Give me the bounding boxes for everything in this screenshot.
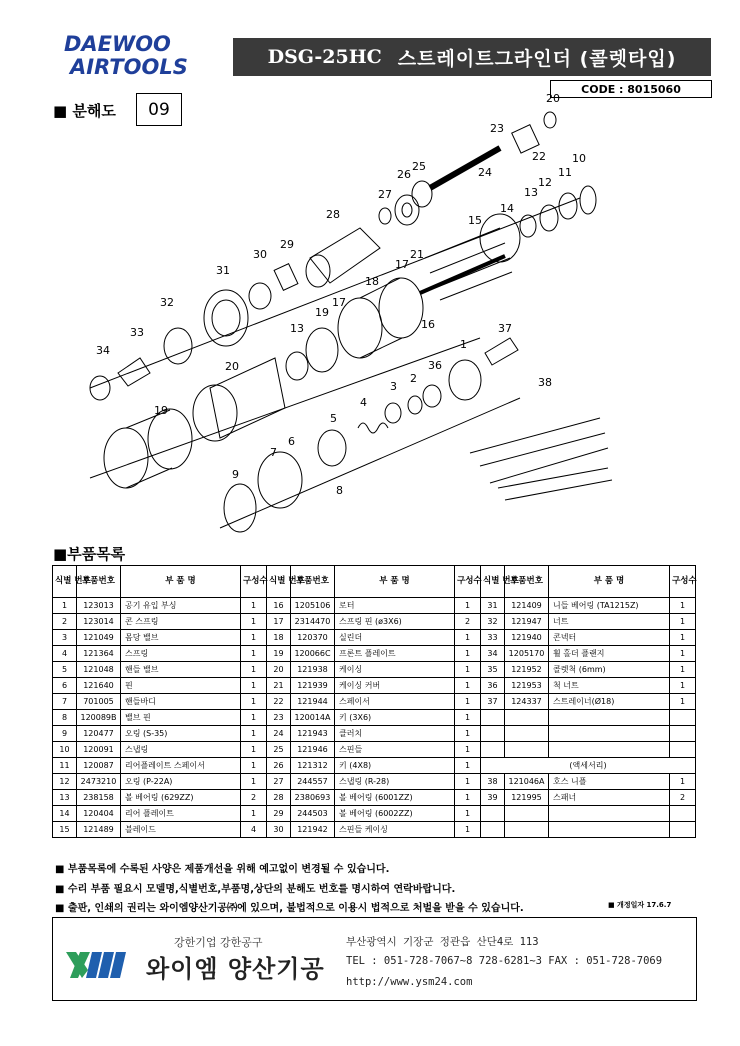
part-number: 120089B	[77, 710, 121, 726]
part-name: 스프링	[121, 646, 241, 662]
callout-36: 34	[96, 344, 110, 357]
part-name	[549, 822, 670, 838]
accessory-section-label: (액세서리)	[481, 758, 696, 774]
part-number: 244503	[291, 806, 335, 822]
part-qty: 1	[455, 630, 481, 646]
part-number: 124337	[505, 694, 549, 710]
part-qty	[670, 806, 696, 822]
part-id: 3	[53, 630, 77, 646]
callout-1: 1	[460, 338, 467, 351]
part-id: 34	[481, 646, 505, 662]
part-qty: 1	[670, 694, 696, 710]
table-row	[53, 758, 696, 774]
callout-13-upper: 13	[524, 186, 538, 199]
product-code: CODE : 8015060	[550, 80, 712, 98]
part-qty: 1	[670, 646, 696, 662]
part-id: 24	[267, 726, 291, 742]
col-qty-2: 구성수	[455, 566, 481, 598]
part-number: 121943	[291, 726, 335, 742]
part-qty: 2	[241, 790, 267, 806]
col-id-2: 식별 번호	[267, 566, 291, 598]
part-number	[505, 726, 549, 742]
table-row	[53, 790, 696, 806]
part-number	[505, 710, 549, 726]
part-id	[481, 710, 505, 726]
part-name: 스페이서	[335, 694, 455, 710]
ym-logo-icon	[66, 944, 136, 984]
part-id: 23	[267, 710, 291, 726]
part-name: 스냅링 (R-28)	[335, 774, 455, 790]
part-name	[549, 742, 670, 758]
callout-31: 29	[280, 238, 294, 251]
col-id-1: 식별 번호	[53, 566, 77, 598]
part-id	[481, 806, 505, 822]
part-name: 스냅링	[121, 742, 241, 758]
callout-15: 15	[468, 214, 482, 227]
part-name: 스트레이너(Ø18)	[549, 694, 670, 710]
part-name: 몸당 밸브	[121, 630, 241, 646]
product-name: 스트레이트그라인더 (콜렛타입)	[397, 47, 677, 70]
part-qty: 1	[241, 694, 267, 710]
part-number: 120087	[77, 758, 121, 774]
upper-axis-line	[90, 198, 580, 388]
callout-6: 6	[288, 435, 295, 448]
part-id: 39	[481, 790, 505, 806]
note-spec-change: ■ 부품목록에 수록된 사양은 제품개선을 위해 예고없이 변경될 수 있습니다.	[55, 864, 390, 875]
part-id: 15	[53, 822, 77, 838]
part-number: 120370	[291, 630, 335, 646]
part-number: 701005	[77, 694, 121, 710]
part-qty	[670, 822, 696, 838]
part-qty: 1	[455, 646, 481, 662]
part-name: 스핀들	[335, 742, 455, 758]
part-name: 볼 베어링 (629ZZ)	[121, 790, 241, 806]
table-row	[53, 806, 696, 822]
callout-25: 23	[490, 122, 504, 135]
part-id: 37	[481, 694, 505, 710]
part-number: 2314470	[291, 614, 335, 630]
part-name: 핸들 밸브	[121, 662, 241, 678]
part-id: 2	[53, 614, 77, 630]
callout-39: 38	[538, 376, 552, 389]
part-number: 2473210	[77, 774, 121, 790]
part-id: 13	[53, 790, 77, 806]
part-qty: 1	[670, 614, 696, 630]
col-partno-2: 부품번호	[291, 566, 335, 598]
part-id: 25	[267, 742, 291, 758]
part-qty: 1	[455, 822, 481, 838]
part-id: 18	[267, 630, 291, 646]
col-qty-1: 구성수	[241, 566, 267, 598]
part-name: 휠 홀더 플랜지	[549, 646, 670, 662]
exploded-view-number: 09	[136, 93, 182, 126]
part-number: 121312	[291, 758, 335, 774]
table-row	[53, 662, 696, 678]
part-name: 너트	[549, 614, 670, 630]
table-row	[53, 822, 696, 838]
part-qty: 1	[241, 742, 267, 758]
callout-3: 3	[390, 380, 397, 393]
callout-28: 26	[397, 168, 411, 181]
part-id: 31	[481, 598, 505, 614]
table-row	[53, 726, 696, 742]
part-number: 121640	[77, 678, 121, 694]
part-number: 120014A	[291, 710, 335, 726]
parts-table-header	[53, 566, 696, 598]
callout-24: 22	[532, 150, 546, 163]
part-id: 21	[267, 678, 291, 694]
part-name: 로터	[335, 598, 455, 614]
table-row	[53, 774, 696, 790]
part-id: 1	[53, 598, 77, 614]
part-number: 123014	[77, 614, 121, 630]
part-qty: 1	[455, 710, 481, 726]
part-id: 29	[267, 806, 291, 822]
col-name-3: 부 품 명	[549, 566, 670, 598]
callout-10: 10	[572, 152, 586, 165]
part-name: 리어플레이트 스페이서	[121, 758, 241, 774]
part-id: 10	[53, 742, 77, 758]
callout-8: 8	[336, 484, 343, 497]
col-partno-3: 부품번호	[505, 566, 549, 598]
callout-14: 14	[500, 202, 514, 215]
part-id: 30	[267, 822, 291, 838]
part-qty: 1	[670, 662, 696, 678]
footer-company-name: 와이엠 양산기공	[146, 955, 325, 983]
part-name: 니들 베어링 (TA1215Z)	[549, 598, 670, 614]
table-row	[53, 630, 696, 646]
table-row	[53, 646, 696, 662]
callout-35: 33	[130, 326, 144, 339]
part-qty: 1	[241, 630, 267, 646]
part-name: 스프링 핀 (ø3X6)	[335, 614, 455, 630]
footer-website[interactable]: http://www.ysm24.com	[346, 976, 473, 988]
part-number: 1205170	[505, 646, 549, 662]
part-id: 19	[267, 646, 291, 662]
table-row	[53, 710, 696, 726]
part-number: 121952	[505, 662, 549, 678]
model-name: DSG-25HC	[267, 46, 382, 68]
note-copyright: ■ 출판, 인쇄의 권리는 와이엠양산기공㈜에 있으며, 불법적으로 이용시 법적으로 처벌을 받을 수 있습니다.	[55, 903, 524, 914]
table-row	[53, 598, 696, 614]
part-name: 볼 베어링 (6001ZZ)	[335, 790, 455, 806]
part-id: 17	[267, 614, 291, 630]
callout-4: 4	[360, 396, 367, 409]
part-number: 121046A	[505, 774, 549, 790]
part-name: 스핀들 케이싱	[335, 822, 455, 838]
callout-23: 21	[410, 248, 424, 261]
part-qty: 1	[670, 598, 696, 614]
part-number: 121409	[505, 598, 549, 614]
part-name: 볼 베어링 (6002ZZ)	[335, 806, 455, 822]
part-id: 9	[53, 726, 77, 742]
callout-33: 31	[216, 264, 230, 277]
part-qty: 1	[670, 774, 696, 790]
col-name-1: 부 품 명	[121, 566, 241, 598]
part-number: 121049	[77, 630, 121, 646]
part-name: 블레이드	[121, 822, 241, 838]
part-qty: 1	[241, 774, 267, 790]
part-id: 16	[267, 598, 291, 614]
daewoo-airtools-logo	[60, 30, 210, 80]
part-name: 오링 (P-22A)	[121, 774, 241, 790]
part-name: 케이싱	[335, 662, 455, 678]
part-id: 5	[53, 662, 77, 678]
parts-table	[52, 565, 696, 838]
part-qty: 1	[455, 598, 481, 614]
part-number: 121946	[291, 742, 335, 758]
callout-38: 37	[498, 322, 512, 335]
callout-29: 27	[378, 188, 392, 201]
footer-phone: TEL : 051-728-7067~8 728-6281~3 FAX : 051-728-7069	[346, 955, 663, 967]
part-qty: 2	[455, 614, 481, 630]
part-number: 121048	[77, 662, 121, 678]
part-name: 오링 (S-35)	[121, 726, 241, 742]
part-id: 14	[53, 806, 77, 822]
table-row	[53, 694, 696, 710]
part-qty: 1	[670, 630, 696, 646]
part-name: 실린더	[335, 630, 455, 646]
part-qty: 1	[455, 758, 481, 774]
callout-5: 5	[330, 412, 337, 425]
revision-date: ■ 개정일자 17.6.7	[608, 901, 672, 909]
part-number: 120091	[77, 742, 121, 758]
part-qty: 1	[241, 726, 267, 742]
part-id: 28	[267, 790, 291, 806]
callout-21: 19	[154, 404, 168, 417]
callout-12: 12	[538, 176, 552, 189]
callout-7: 7	[270, 446, 277, 459]
callout-27: 25	[412, 160, 426, 173]
brand-line1: DAEWOO	[64, 32, 171, 56]
part-id: 4	[53, 646, 77, 662]
part-id: 6	[53, 678, 77, 694]
part-name: 호스 니플	[549, 774, 670, 790]
footer-tagline: 강한기업 강한공구	[174, 936, 263, 949]
part-name: 핸들바디	[121, 694, 241, 710]
part-qty	[670, 710, 696, 726]
part-number: 121364	[77, 646, 121, 662]
part-id: 20	[267, 662, 291, 678]
part-number	[505, 806, 549, 822]
callout-2: 2	[410, 372, 417, 385]
callout-30: 28	[326, 208, 340, 221]
part-number: 238158	[77, 790, 121, 806]
part-qty: 2	[670, 790, 696, 806]
part-qty: 1	[241, 678, 267, 694]
part-qty: 1	[241, 710, 267, 726]
part-id: 27	[267, 774, 291, 790]
part-id: 38	[481, 774, 505, 790]
part-number: 121939	[291, 678, 335, 694]
callout-20: 20	[225, 360, 239, 373]
callout-18: 18	[365, 275, 379, 288]
part-qty	[670, 726, 696, 742]
part-qty: 1	[455, 774, 481, 790]
part-id: 7	[53, 694, 77, 710]
note-order-info: ■ 수리 부품 필요시 모델명,식별번호,부품명,상단의 분해도 번호를 명시하여 연락바랍니다.	[55, 884, 456, 895]
part-number: 121940	[505, 630, 549, 646]
callout-26: 24	[478, 166, 492, 179]
part-qty: 1	[455, 806, 481, 822]
title-bar	[233, 38, 711, 76]
part-qty: 1	[241, 806, 267, 822]
callout-16: 16	[421, 318, 435, 331]
callout-32: 30	[253, 248, 267, 261]
col-partno-1: 부품번호	[77, 566, 121, 598]
callout-34: 32	[160, 296, 174, 309]
part-qty: 1	[241, 598, 267, 614]
part-name: 키 (4X8)	[335, 758, 455, 774]
part-name: 밸브 핀	[121, 710, 241, 726]
part-qty: 1	[455, 790, 481, 806]
callout-37: 36	[428, 359, 442, 372]
part-name: 프론트 플레이트	[335, 646, 455, 662]
part-number	[505, 742, 549, 758]
col-qty-3: 구성수	[670, 566, 696, 598]
part-qty: 1	[241, 662, 267, 678]
part-name	[549, 710, 670, 726]
table-row	[53, 678, 696, 694]
footer-address: 부산광역시 기장군 정관읍 산단4로 113	[346, 936, 539, 948]
part-id	[481, 822, 505, 838]
part-name: 콘 스프링	[121, 614, 241, 630]
parts-list-heading: ■부품목록	[53, 545, 126, 563]
part-name: 척 너트	[549, 678, 670, 694]
part-qty: 1	[455, 742, 481, 758]
part-number: 120477	[77, 726, 121, 742]
part-qty: 1	[455, 662, 481, 678]
part-id: 36	[481, 678, 505, 694]
part-number: 121938	[291, 662, 335, 678]
part-id: 12	[53, 774, 77, 790]
part-qty: 1	[670, 678, 696, 694]
callout-13-lower: 13	[290, 322, 304, 335]
brand-line2: AIRTOOLS	[70, 55, 188, 79]
callout-19: 19	[315, 306, 329, 319]
part-name: 스패너	[549, 790, 670, 806]
table-row	[53, 742, 696, 758]
part-number: 123013	[77, 598, 121, 614]
part-name	[549, 726, 670, 742]
part-qty: 1	[241, 758, 267, 774]
part-number: 121942	[291, 822, 335, 838]
part-name: 케이싱 커버	[335, 678, 455, 694]
part-name: 콜렛척 (6mm)	[549, 662, 670, 678]
part-number	[505, 822, 549, 838]
part-id: 26	[267, 758, 291, 774]
callout-9: 9	[232, 468, 239, 481]
part-qty: 1	[241, 646, 267, 662]
part-number: 121995	[505, 790, 549, 806]
exploded-diagram	[60, 88, 620, 538]
callout-17-lower: 17	[332, 296, 346, 309]
part-qty: 1	[455, 726, 481, 742]
part-number: 2380693	[291, 790, 335, 806]
part-name: 키 (3X6)	[335, 710, 455, 726]
part-name: 핀	[121, 678, 241, 694]
parts-table-body	[53, 598, 696, 838]
col-id-3: 식별 번호	[481, 566, 505, 598]
part-number: 244557	[291, 774, 335, 790]
part-name: 콘넥터	[549, 630, 670, 646]
part-id: 22	[267, 694, 291, 710]
part-id: 33	[481, 630, 505, 646]
part-id: 8	[53, 710, 77, 726]
part-qty	[670, 742, 696, 758]
part-id: 11	[53, 758, 77, 774]
part-number: 121944	[291, 694, 335, 710]
exploded-view-heading: ■ 분해도	[53, 102, 116, 120]
part-qty: 1	[241, 614, 267, 630]
part-number: 1205106	[291, 598, 335, 614]
part-number: 121953	[505, 678, 549, 694]
part-id	[481, 726, 505, 742]
callout-17-upper: 17	[395, 258, 409, 271]
col-name-2: 부 품 명	[335, 566, 455, 598]
part-id	[481, 742, 505, 758]
part-qty: 1	[455, 694, 481, 710]
part-number: 121489	[77, 822, 121, 838]
part-name: 리어 플레이트	[121, 806, 241, 822]
part-name: 클러치	[335, 726, 455, 742]
part-number: 121947	[505, 614, 549, 630]
part-qty: 1	[455, 678, 481, 694]
table-row	[53, 614, 696, 630]
part-number: 120066C	[291, 646, 335, 662]
callout-11: 11	[558, 166, 572, 179]
callout-22: 20	[546, 92, 560, 105]
part-number: 120404	[77, 806, 121, 822]
part-id: 32	[481, 614, 505, 630]
part-qty: 4	[241, 822, 267, 838]
part-name: 공기 유입 부싱	[121, 598, 241, 614]
part-name	[549, 806, 670, 822]
part-id: 35	[481, 662, 505, 678]
